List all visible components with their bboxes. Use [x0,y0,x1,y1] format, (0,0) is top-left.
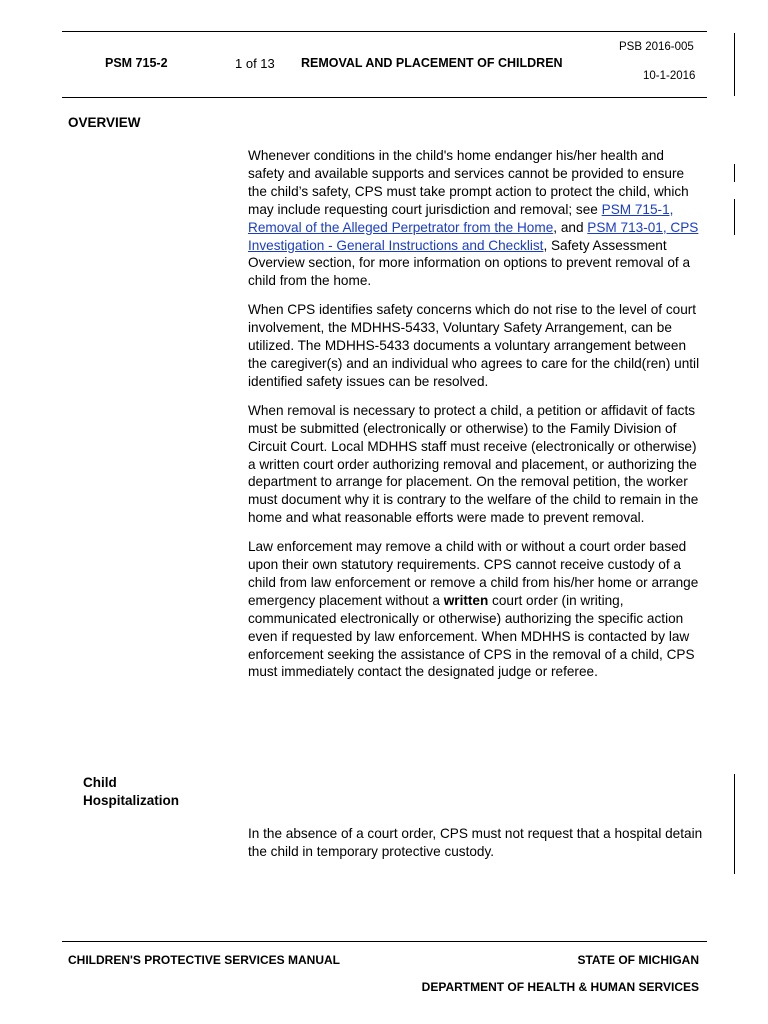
header-top-rule [62,31,707,32]
footer-manual-name: CHILDREN'S PROTECTIVE SERVICES MANUAL [68,953,340,967]
p4-text-b: court order (in writing, communicated electronically or otherwise) authorizing the specific action even if requested by law enforcement. When MDHHS is contacted by law enforcement seeking the assistance of CPS in the removal of a child, CPS must immediately contact the designated judge or referee. [248,592,695,680]
change-bar-header [734,33,735,96]
paragraph-1 [248,147,703,290]
header-date: 10-1-2016 [643,70,696,82]
header-title: REMOVAL AND PLACEMENT OF CHILDREN [301,56,563,70]
hospitalization-heading-line2: Hospitalization [83,793,180,808]
paragraph-5: In the absence of a court order, CPS must not request that a hospital detain the child in temporary protective custody. [248,826,703,859]
p4-bold-written: written [443,592,489,608]
header-bottom-rule [62,97,707,98]
overview-heading: OVERVIEW [68,115,141,130]
p4-text-a: Law enforcement may remove a child with or without a court order based upon their own statutory requirements. CPS cannot receive custody of a child from law enforcement or remove a child from his/her home or arrange emergency placement without a [248,539,699,608]
footer-state: STATE OF MICHIGAN [577,953,699,967]
paragraph-2: When CPS identifies safety concerns which do not rise to the level of court involvement, the MDHHS-5433, Voluntary Safety Arrangement, can be utilized. The MDHHS-5433 documents a voluntary arrangement between the caregiver(s) and an individual who agrees to care for the child(ren) until identified safety issues can be resolved. [248,302,700,389]
change-bar-p1-a [734,164,735,182]
paragraph-3: When removal is necessary to protect a child, a petition or affidavit of facts must be submitted (electronically or otherwise) to the Family Division of Circuit Court. Local MDHHS staff must receive (electronically or otherwise) a written court order authorizing removal and placement, or authorizing the department to arrange for placement. On the removal petition, the worker must document why it is contrary to the welfare of the child to remain in the home and what reasonable efforts were made to prevent removal. [248,402,699,526]
footer-department: DEPARTMENT OF HEALTH & HUMAN SERVICES [421,980,699,994]
change-bar-p1-b [734,199,735,235]
header-manual-item: PSM 715-2 [105,56,168,70]
p1-text-c: , Safety Assessment Overview section, for more information on options to prevent removal of a child from the home. [248,237,691,289]
header-page-number: 1 of 13 [235,56,275,71]
overview-body [248,147,703,692]
change-bar-hospitalization [734,774,735,874]
footer-rule [62,941,707,942]
paragraph-4 [248,538,703,681]
hospitalization-heading-line1: Child [83,775,117,790]
p1-text-a: Whenever conditions in the child's home endanger his/her health and safety and available supports and services cannot be provided to ensure the child’s safety, CPS must take prompt action to protect the child, which may include requesting court jurisdiction and removal; see [248,148,689,217]
p1-text-b: , and [553,219,588,235]
link-psm-713-01[interactable]: PSM 713-01, CPS Investigation - General Instructions and Checklist [248,219,699,253]
link-psm-715-1[interactable]: PSM 715-1, Removal of the Alleged Perpetrator from the Home [248,201,674,235]
header-bulletin: PSB 2016-005 [619,41,694,53]
hospitalization-body [248,825,703,872]
